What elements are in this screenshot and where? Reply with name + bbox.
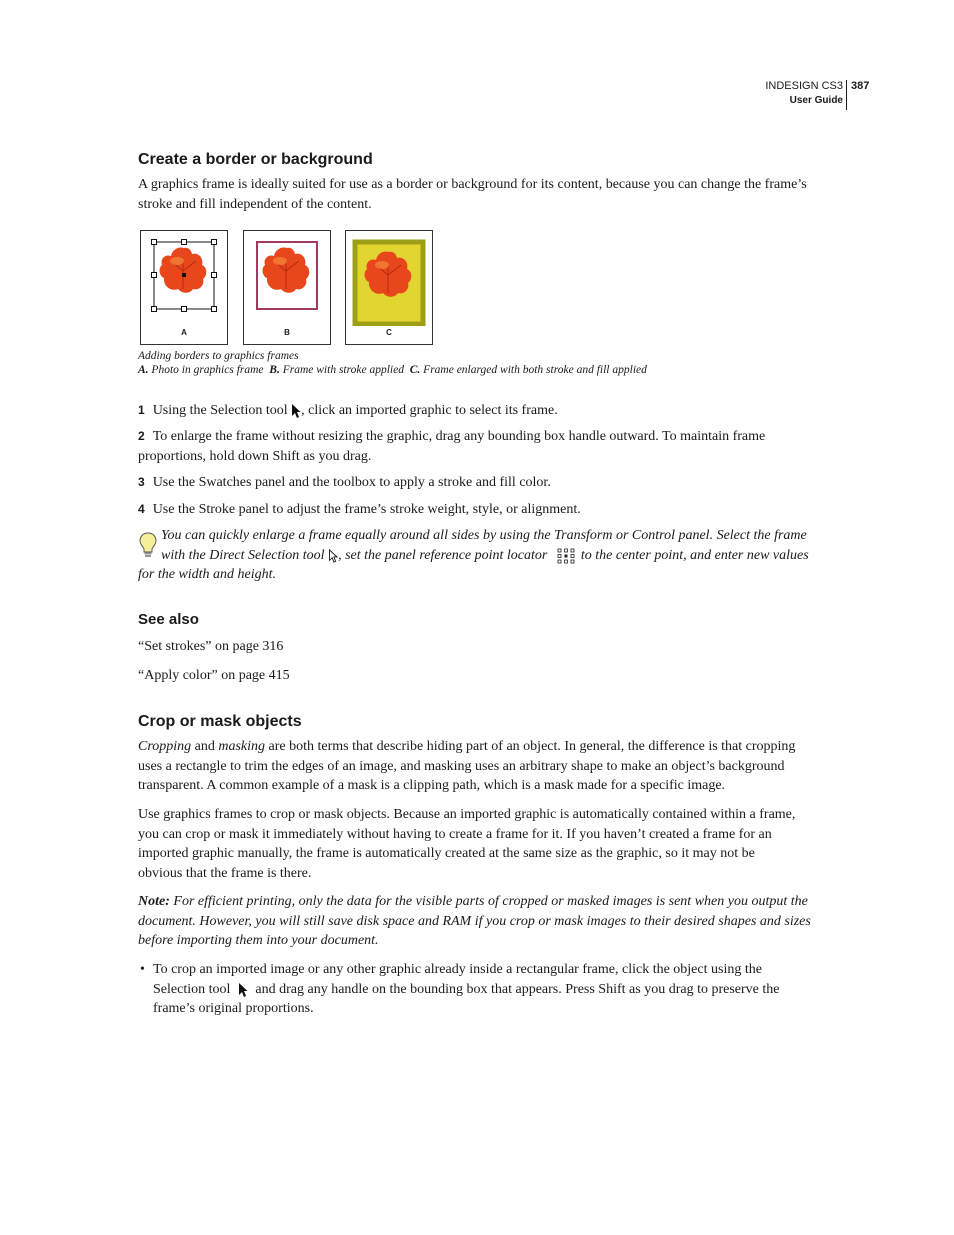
step-2-line-2: proportions, hold down Shift as you drag. xyxy=(138,449,372,464)
leaf-photo-in-frame xyxy=(141,231,227,326)
crop-paragraph-2-line-4: obvious that the frame is there. xyxy=(138,866,312,881)
step-3-text: Use the Swatches panel and the toolbox to apply a stroke and fill color. xyxy=(152,475,551,490)
caption-c-text: Frame enlarged with both stroke and fill applied xyxy=(423,364,647,376)
step-2-number: 2 xyxy=(138,429,145,443)
tip-line-1: You can quickly enlarge a frame equally around all sides by using the Transform or Control panel. Select the frame xyxy=(161,528,807,543)
tip-line-3: for the width and height. xyxy=(138,567,277,582)
intro-paragraph: A graphics frame is ideally suited for use as a border or background for its content, because you can change the frame’s stroke and fill independent of the content. xyxy=(138,177,807,212)
step-2-line-1: To enlarge the frame without resizing the graphic, drag any bounding box handle outward. To maintain frame xyxy=(152,429,766,444)
step-4 xyxy=(138,500,818,520)
step-1-number: 1 xyxy=(138,403,145,417)
bullet-line-2 xyxy=(153,980,818,1000)
step-4-text: Use the Stroke panel to adjust the frame’s stroke weight, style, or alignment. xyxy=(152,502,581,517)
header-guide: User Guide xyxy=(789,95,843,106)
note-text-1: For efficient printing, only the data for the visible parts of cropped or masked images is sent when you output the xyxy=(169,894,808,909)
note-line-2: document. However, you will still save disk space and RAM if you crop or mask images to their desired shapes and sizes xyxy=(138,914,811,929)
crop-paragraph-1-line-3: transparent. A common example of a mask is a clipping path, which is a mask made for a specific image. xyxy=(138,778,726,793)
bullet-mark: • xyxy=(140,962,145,977)
step-4-number: 4 xyxy=(138,502,145,516)
direct-selection-tool-icon xyxy=(328,549,338,563)
panel-b xyxy=(243,230,331,345)
tip-line-2c: to the center point, and enter new values xyxy=(580,548,809,563)
tip-line-2a: with the Direct Selection tool xyxy=(161,548,325,563)
term-cropping: Cropping xyxy=(138,739,192,754)
header-divider xyxy=(846,80,847,110)
note-line-3: before importing them into your document. xyxy=(138,933,379,948)
bullet-line-2b: and drag any handle on the bounding box that appears. Press Shift as you drag to preserve the xyxy=(255,982,780,997)
see-also-link-2[interactable]: “Apply color” on page 415 xyxy=(138,668,290,683)
crop-paragraph-2-line-3: imported graphic manually, the frame is automatically created at the same size as the graphic, so it may not be xyxy=(138,846,755,861)
step-1 xyxy=(138,401,818,421)
note-label: Note: xyxy=(138,894,170,909)
panel-c xyxy=(345,230,433,345)
caption-b-letter: B. xyxy=(269,364,280,376)
step-1-text-before: Using the Selection tool xyxy=(152,403,288,418)
panel-c-label: C xyxy=(386,328,392,337)
step-3-number: 3 xyxy=(138,475,145,489)
crop-paragraph-1-line-2: uses a rectangle to trim the edges of an image, and masking uses an arbitrary shape to make an object’s background xyxy=(138,759,785,774)
tip-line-2 xyxy=(161,546,821,566)
step-3 xyxy=(138,473,818,493)
reference-point-locator-icon xyxy=(557,548,575,564)
caption-b-text: Frame with stroke applied xyxy=(282,364,404,376)
see-also-title: See also xyxy=(138,611,199,628)
bullet-line-2a: Selection tool xyxy=(153,982,231,997)
selection-tool-icon xyxy=(291,403,301,419)
crop-paragraph-2-line-2: you can crop or mask it immediately without having to create a frame for it. If you haven’t created a frame for an xyxy=(138,827,772,842)
crop-paragraph-2-line-1: Use graphics frames to crop or mask objects. Because an imported graphic is automatically contained within a frame, xyxy=(138,807,796,822)
bullet-line-1: To crop an imported image or any other graphic already inside a rectangular frame, click the object using the xyxy=(153,962,762,977)
caption-a-text: Photo in graphics frame xyxy=(151,364,264,376)
leaf-photo-stroked-frame xyxy=(244,231,330,326)
step-1-text-after: , click an imported graphic to select its frame. xyxy=(301,403,558,418)
crop-paragraph-1-line-1 xyxy=(138,737,814,757)
figure-frames xyxy=(140,230,440,346)
figure-caption-title: Adding borders to graphics frames xyxy=(138,350,299,362)
term-masking: masking xyxy=(218,739,266,754)
panel-b-label: B xyxy=(284,328,290,337)
tip-line-2b: , set the panel reference point locator xyxy=(338,548,548,563)
section-title-crop: Crop or mask objects xyxy=(138,713,302,730)
header-product: INDESIGN CS3 xyxy=(765,80,843,92)
page-number: 387 xyxy=(851,80,870,92)
crop-p1-rest: are both terms that describe hiding part of an object. In general, the difference is that cropping xyxy=(265,739,796,754)
caption-c-letter: C. xyxy=(409,364,421,376)
term-and: and xyxy=(191,739,219,754)
lightbulb-icon xyxy=(138,531,158,559)
bullet-line-3: frame’s original proportions. xyxy=(153,1001,314,1016)
figure-caption-items xyxy=(138,363,647,377)
panel-a-label: A xyxy=(181,328,187,337)
see-also-link-1[interactable]: “Set strokes” on page 316 xyxy=(138,639,284,654)
selection-tool-icon xyxy=(238,982,248,998)
section-title-border: Create a border or background xyxy=(138,151,373,168)
caption-a-letter: A. xyxy=(138,364,149,376)
step-2 xyxy=(138,427,818,447)
leaf-photo-filled-frame xyxy=(346,231,432,326)
note-line-1 xyxy=(138,892,814,912)
panel-a xyxy=(140,230,228,345)
